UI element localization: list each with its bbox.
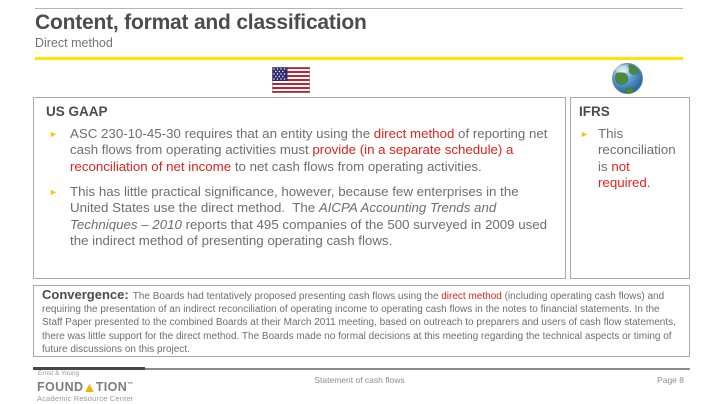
bullet-triangle-icon: ► [580,129,589,139]
page-subtitle: Direct method [35,36,113,50]
us-flag-icon [272,67,310,93]
ifrs-bullet-list [579,126,684,191]
page-number: Page 8 [657,375,684,385]
bullet-triangle-icon: ► [49,129,58,139]
ifrs-panel [570,97,690,279]
bullet-triangle-icon: ► [49,187,58,198]
top-divider [35,8,683,9]
logo-tagline: Academic Resource Center [37,394,134,403]
logo-brand-name: Ernst & Young [38,370,80,377]
convergence-label: Convergence: [42,287,129,302]
convergence-panel [33,285,690,357]
footer-divider-gray [145,368,690,370]
footer-slide-title: Statement of cash flows [314,375,405,385]
convergence-text [42,288,681,356]
us-gaap-panel [33,97,566,279]
logo-word-right: TION [95,379,128,394]
yellow-divider [35,57,683,60]
logo-word-left: FOUND [37,379,84,394]
bullet-text: ASC 230-10-45-30 requires that an entity using the direct method of reporting net cash flows from operating activities must provide (in a separate schedule) a reconciliation of net income to net cash flows from operating activities. [70,126,548,174]
bullet-item [46,126,555,175]
triangle-icon: ▲ [82,378,97,395]
us-gaap-title: US GAAP [46,104,108,119]
us-gaap-bullet-list [46,126,555,249]
page-title: Content, format and classification [35,11,367,34]
bullet-item [579,126,684,191]
bullet-item [46,184,555,249]
globe-icon [611,62,644,95]
bullet-text: This has little practical significance, however, because few enterprises in the United States use the direct method. The AICPA Accounting Trends and Techniques – 2010 reports that 495 companies of the 500 surveyed in 2009 used the indirect method of presenting operating cash flows. [70,184,548,249]
bullet-text: This reconciliation is not required. [598,126,676,191]
ifrs-title: IFRS [579,104,610,119]
trademark-symbol: ™ [127,381,134,388]
convergence-body: The Boards had tentatively proposed presenting cash flows using the direct method (including operating cash flows) and requiring the presentation of an indirect reconciliation of operating income to operating cash flows in the notes to financial statements. In the Staff Paper presented to the combined Boards at their March 2011 meeting, based on outreach to preparers and users of cash flow statements, there was little support for the direct method. The Boards made no formal decisions at this meeting regarding the technical aspects or timing of future discussions on this project. [42,291,676,355]
